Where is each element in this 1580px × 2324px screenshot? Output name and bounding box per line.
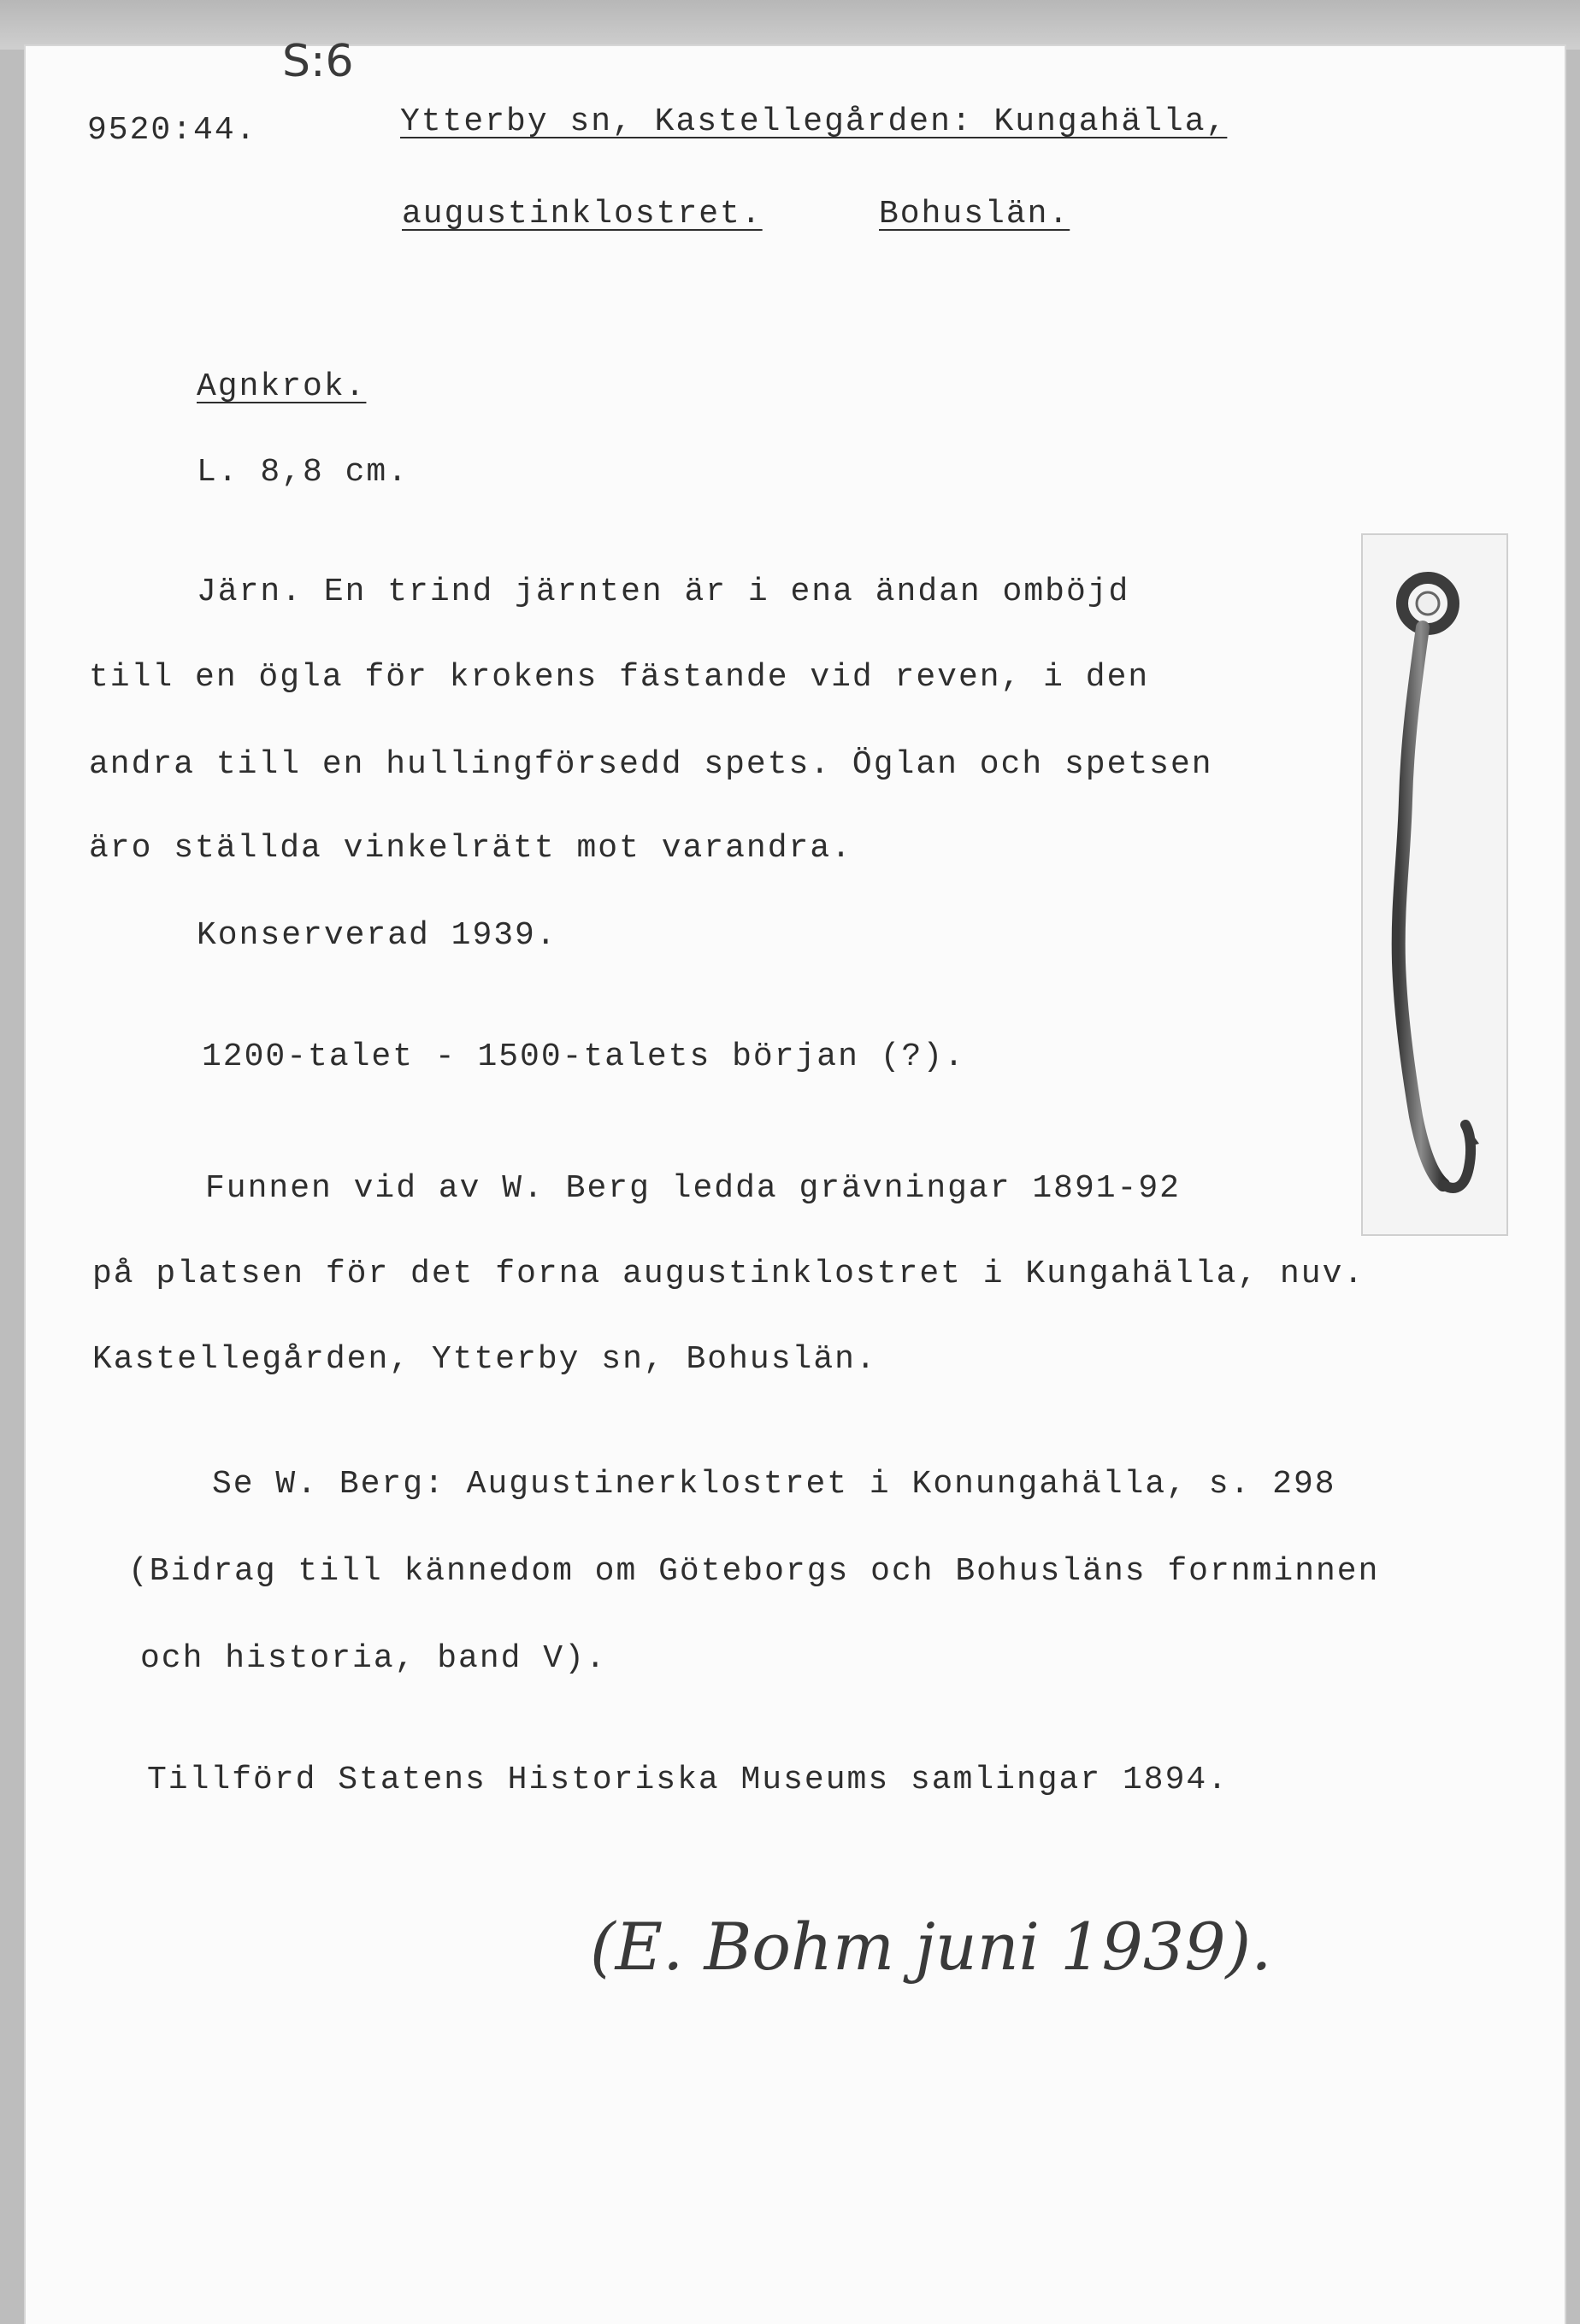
description-line-1: Järn. En trind järnten är i ena ändan omböjd [197,574,1130,610]
fish-hook-icon [1363,535,1506,1234]
fish-hook-photo [1361,533,1508,1236]
object-name: Agnkrok. [197,368,367,405]
backdrop [0,0,1580,50]
reference-line-2: (Bidrag till kännedom om Göteborgs och Bohusläns fornminnen [128,1553,1380,1590]
catalog-number: 9520:44. [87,112,257,149]
handwritten-code: S:6 [282,36,354,87]
handwritten-signature: (E. Bohm juni 1939). [590,1909,1272,1985]
location-line-1: Ytterby sn, Kastellegården: Kungahälla, [400,103,1228,140]
description-line-2: till en ögla för krokens fästande vid reven, i den [89,659,1150,696]
description-line-4: äro ställda vinkelrätt mot varandra. [89,830,852,867]
find-line-3: Kastellegården, Ytterby sn, Bohuslän. [92,1341,877,1378]
reference-line-3: och historia, band V). [140,1640,607,1677]
object-length: L. 8,8 cm. [197,454,410,491]
location-line-2a: augustinklostret. [402,196,763,232]
description-line-3: andra till en hullingförsedd spets. Öglan och spetsen [89,746,1213,783]
location-line-2b: Bohuslän. [879,196,1070,232]
dating: 1200-talet - 1500-talets början (?). [202,1038,965,1075]
conservation-note: Konserverad 1939. [197,917,557,954]
find-line-1: Funnen vid av W. Berg ledda grävningar 1891-92 [205,1170,1181,1207]
catalog-card [26,36,1565,2324]
reference-line-1: Se W. Berg: Augustinerklostret i Konungahälla, s. 298 [212,1466,1336,1503]
find-line-2: på platsen för det forna augustinklostret i Kungahälla, nuv. [92,1256,1365,1292]
accession-note: Tillförd Statens Historiska Museums samlingar 1894. [147,1762,1229,1798]
